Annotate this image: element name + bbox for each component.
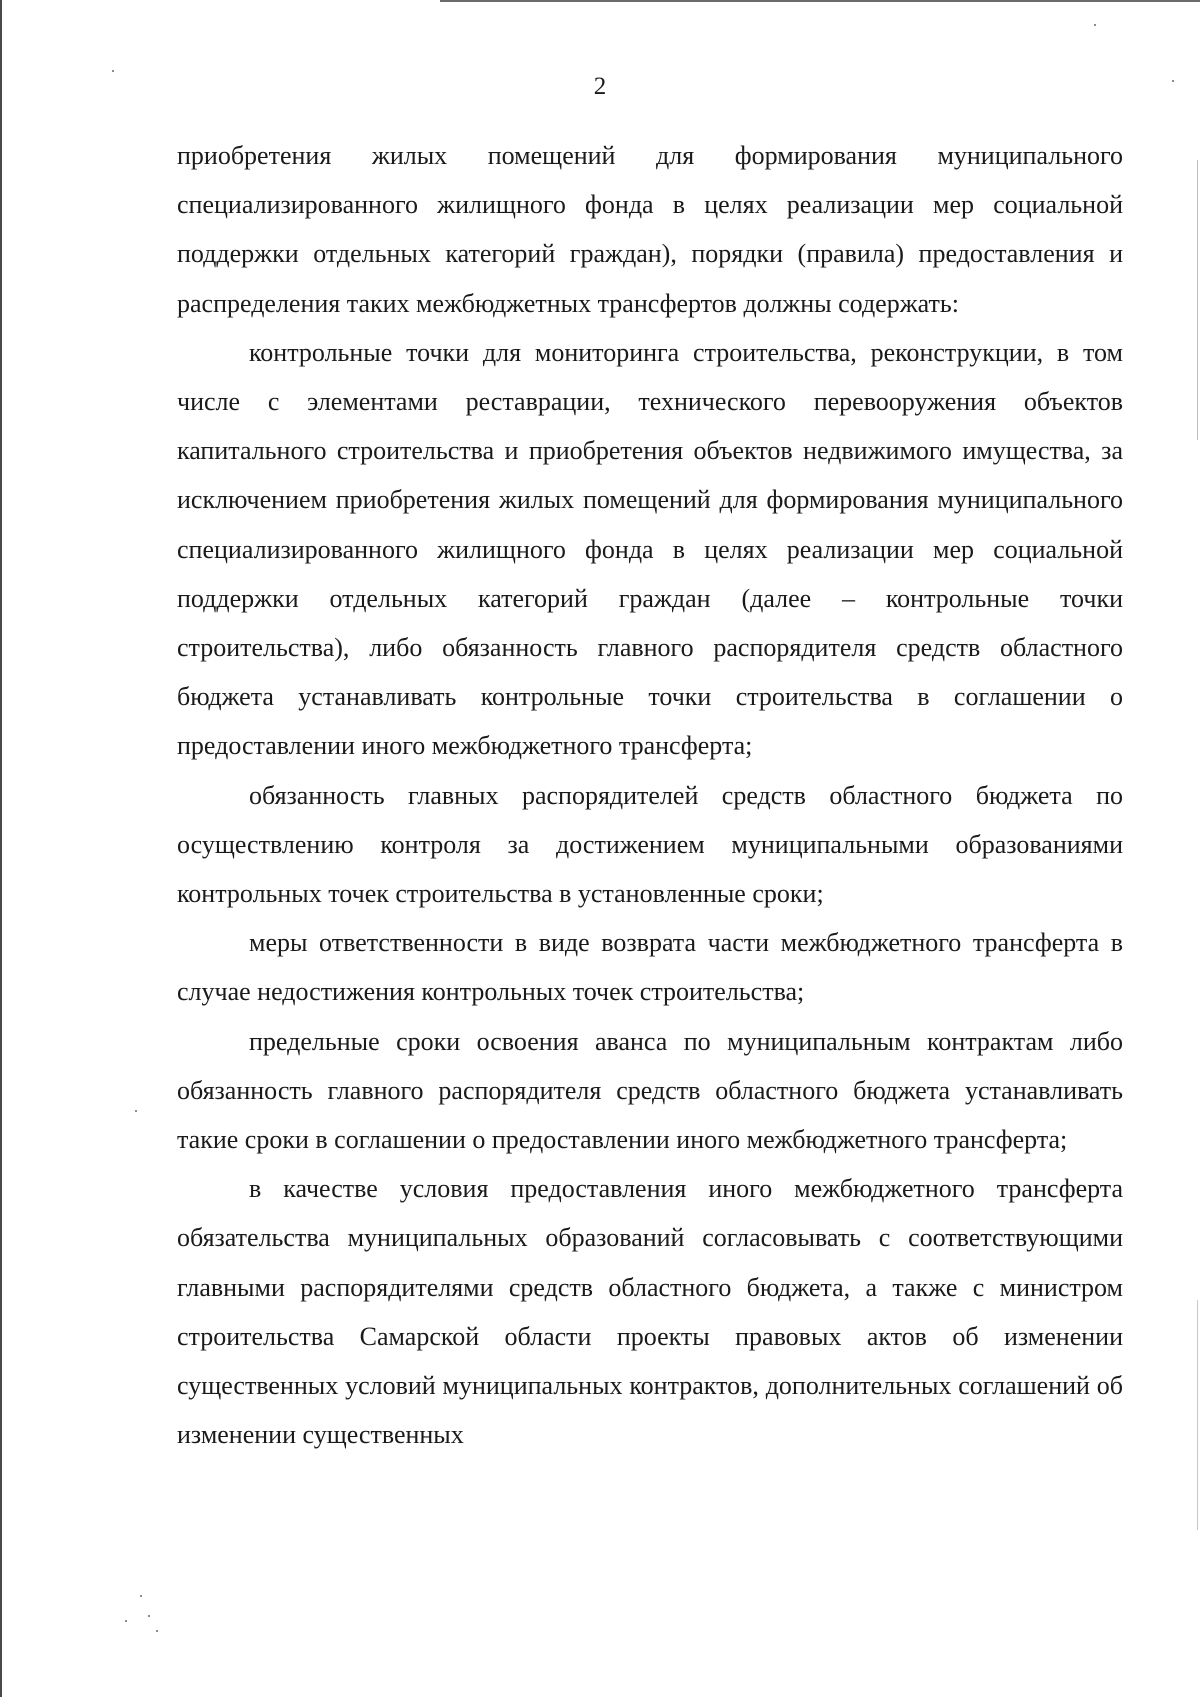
paragraph-1: приобретения жилых помещений для формирования муниципального специализированного жилищного фонда в целях реализации мер социальной поддержки отдельных категорий граждан), порядки (правила) предоставления и распределения таких межбюджетных трансфертов должны содержать:: [177, 141, 1123, 318]
scan-edge-right: [1197, 160, 1198, 440]
scan-edge-right-lower: [1197, 1300, 1198, 1530]
paragraph-3: обязанность главных распорядителей средств областного бюджета по осуществлению контроля за достижением муниципальными образованиями контрольных точек строительства в установленные сроки;: [177, 780, 1123, 909]
scan-speck: [140, 1595, 142, 1597]
scan-edge-top: [440, 0, 1200, 2]
page-number: 2: [593, 73, 607, 100]
scan-speck: [156, 1630, 158, 1632]
scan-speck: [135, 1110, 137, 1112]
scan-speck: [148, 1615, 150, 1617]
document-body: [177, 131, 1123, 1459]
paragraph-4: меры ответственности в виде возврата части межбюджетного трансферта в случае недостижения контрольных точек строительства;: [177, 928, 1123, 1007]
scan-speck: [125, 1620, 127, 1622]
scan-edge-left: [0, 0, 2, 1697]
scan-speck: [1094, 24, 1096, 26]
paragraph-6: в качестве условия предоставления иного межбюджетного трансферта обязательства муниципальных образований согласовывать с соответствующими главными распорядителями средств областного бюджета, а также с министром строительства Самарской области проекты правовых актов об изменении существенных условий муниципальных контрактов, дополнительных соглашений об изменении существенных: [177, 1174, 1123, 1450]
paragraph-2: контрольные точки для мониторинга строительства, реконструкции, в том числе с элементами реставрации, технического перевооружения объектов капитального строительства и приобретения объектов недвижимого имущества, за исключением приобретения жилых помещений для формирования муниципального специализированного жилищного фонда в целях реализации мер социальной поддержки отдельных категорий граждан (далее – контрольные точки строительства), либо обязанность главного распорядителя средств областного бюджета устанавливать контрольные точки строительства в соглашении о предоставлении иного межбюджетного трансферта;: [177, 337, 1123, 761]
paragraph-5: предельные сроки освоения аванса по муниципальным контрактам либо обязанность главного распорядителя средств областного бюджета устанавливать такие сроки в соглашении о предоставлении иного межбюджетного трансферта;: [177, 1026, 1123, 1155]
